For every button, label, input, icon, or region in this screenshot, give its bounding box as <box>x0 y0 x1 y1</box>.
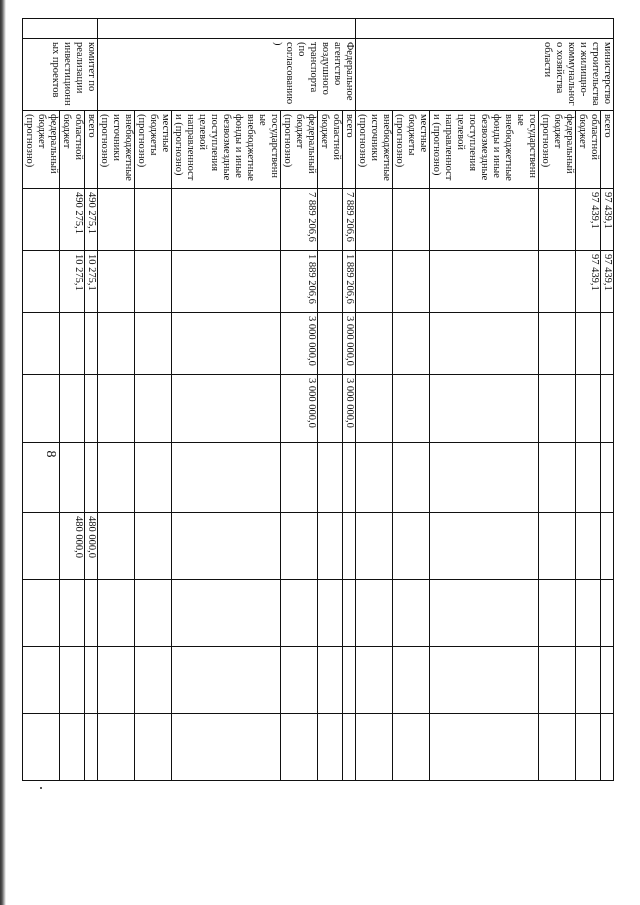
empty-cell <box>601 714 614 781</box>
amount-cell: 97 439,1 <box>576 251 601 313</box>
empty-cell <box>23 714 60 781</box>
amount-cell <box>85 443 98 513</box>
amount-cell <box>356 189 393 251</box>
amount-cell: 97 439,1 <box>576 189 601 251</box>
table-row <box>60 19 85 905</box>
amount-cell <box>343 513 356 580</box>
amount-cell <box>430 647 539 714</box>
empty-cell <box>60 714 85 781</box>
amount-cell <box>393 580 430 647</box>
amount-cell <box>576 443 601 513</box>
empty-cell <box>135 714 172 781</box>
table-row <box>318 19 343 905</box>
funding-source-cell: государственные внебюджетные фонды и иные безвозмездные поступления целевой направленности (прогнозно) <box>430 111 539 189</box>
funding-source-cell: внебюджетные источники (прогнозно) <box>356 111 393 189</box>
amount-cell: 3 000 000,0 <box>343 375 356 443</box>
amount-cell <box>172 647 281 714</box>
amount-cell: 3 000 000,0 <box>281 313 318 375</box>
empty-cell <box>343 714 356 781</box>
empty-cell <box>281 714 318 781</box>
table-row <box>393 19 430 905</box>
amount-cell <box>135 647 172 714</box>
amount-cell <box>135 251 172 313</box>
table-row <box>98 19 135 905</box>
amount-cell: 7 889 206,6 <box>343 189 356 251</box>
amount-cell <box>343 443 356 513</box>
funding-source-cell: всего <box>601 111 614 189</box>
funding-source-cell: федеральный бюджет (прогнозно) <box>281 111 318 189</box>
amount-cell <box>318 251 343 313</box>
amount-cell <box>356 375 393 443</box>
amount-cell <box>601 513 614 580</box>
empty-cell <box>318 714 343 781</box>
amount-cell <box>98 513 135 580</box>
amount-cell <box>539 647 576 714</box>
amount-cell <box>430 513 539 580</box>
executor-cell: Федеральное агентство воздушного транспорта (по согласованию) <box>98 39 356 111</box>
funding-source-cell: федеральный бюджет (прогнозно) <box>23 111 60 189</box>
amount-cell <box>281 647 318 714</box>
amount-cell <box>135 189 172 251</box>
amount-cell <box>356 513 393 580</box>
funding-source-cell: государственные внебюджетные фонды и иные безвозмездные поступления целевой направленности (прогнозно) <box>172 111 281 189</box>
table-row <box>539 19 576 905</box>
page-number: 8 <box>43 450 58 458</box>
funding-source-cell: всего <box>85 111 98 189</box>
amount-cell <box>539 375 576 443</box>
empty-cell <box>430 714 539 781</box>
amount-cell <box>135 443 172 513</box>
amount-cell: 1 889 206,6 <box>343 251 356 313</box>
amount-cell <box>23 443 60 513</box>
amount-cell <box>601 375 614 443</box>
amount-cell <box>172 513 281 580</box>
amount-cell <box>135 375 172 443</box>
amount-cell <box>172 443 281 513</box>
amount-cell: 480 000,0 <box>85 513 98 580</box>
funding-source-cell: внебюджетные источники (прогнозно) <box>98 111 135 189</box>
amount-cell <box>281 443 318 513</box>
amount-cell <box>23 580 60 647</box>
amount-cell <box>172 375 281 443</box>
amount-cell <box>343 580 356 647</box>
amount-cell <box>356 313 393 375</box>
amount-cell <box>318 375 343 443</box>
amount-cell <box>23 313 60 375</box>
table-row <box>281 19 318 905</box>
funding-source-cell: местные бюджеты (прогнозно) <box>393 111 430 189</box>
amount-cell <box>23 647 60 714</box>
amount-cell <box>393 513 430 580</box>
table-row <box>23 19 60 905</box>
amount-cell <box>172 251 281 313</box>
amount-cell <box>318 647 343 714</box>
amount-cell <box>60 580 85 647</box>
amount-cell <box>356 443 393 513</box>
table-row <box>576 19 601 905</box>
amount-cell <box>343 647 356 714</box>
amount-cell <box>576 513 601 580</box>
funding-source-cell: местные бюджеты (прогнозно) <box>135 111 172 189</box>
amount-cell <box>393 443 430 513</box>
amount-cell <box>539 580 576 647</box>
amount-cell <box>135 513 172 580</box>
amount-cell <box>430 375 539 443</box>
amount-cell: 3 000 000,0 <box>281 375 318 443</box>
amount-cell <box>393 375 430 443</box>
amount-cell: 10 275,1 <box>60 251 85 313</box>
amount-cell <box>393 313 430 375</box>
amount-cell <box>98 647 135 714</box>
table-row <box>85 19 98 905</box>
empty-cell <box>172 714 281 781</box>
blank-cell <box>23 19 98 39</box>
amount-cell <box>318 189 343 251</box>
amount-cell <box>23 251 60 313</box>
amount-cell <box>60 443 85 513</box>
amount-cell <box>576 580 601 647</box>
amount-cell <box>430 251 539 313</box>
amount-cell: 3 000 000,0 <box>343 313 356 375</box>
table-row <box>356 19 393 905</box>
amount-cell <box>98 375 135 443</box>
amount-cell: 490 275,1 <box>60 189 85 251</box>
empty-cell <box>393 714 430 781</box>
amount-cell <box>281 580 318 647</box>
amount-cell <box>393 251 430 313</box>
amount-cell <box>539 513 576 580</box>
executor-cell: министерство строительства и жилищно-коммунального хозяйства области <box>356 39 614 111</box>
amount-cell: 10 275,1 <box>85 251 98 313</box>
amount-cell: 480 000,0 <box>60 513 85 580</box>
empty-cell <box>85 714 98 781</box>
table-row <box>430 19 539 905</box>
amount-cell <box>172 580 281 647</box>
amount-cell <box>576 647 601 714</box>
amount-cell <box>539 251 576 313</box>
table-row <box>172 19 281 905</box>
amount-cell <box>601 443 614 513</box>
amount-cell <box>539 313 576 375</box>
amount-cell: 7 889 206,6 <box>281 189 318 251</box>
amount-cell <box>85 313 98 375</box>
amount-cell <box>601 580 614 647</box>
amount-cell <box>23 513 60 580</box>
amount-cell <box>98 443 135 513</box>
amount-cell <box>356 251 393 313</box>
empty-cell <box>98 714 135 781</box>
budget-table <box>22 18 614 905</box>
amount-cell <box>135 313 172 375</box>
amount-cell <box>281 513 318 580</box>
amount-cell <box>601 647 614 714</box>
amount-cell <box>601 313 614 375</box>
scan-edge <box>0 0 6 905</box>
amount-cell: 97 439,1 <box>601 251 614 313</box>
amount-cell <box>60 375 85 443</box>
amount-cell <box>98 313 135 375</box>
amount-cell <box>318 443 343 513</box>
amount-cell <box>60 313 85 375</box>
table-viewport <box>24 18 614 904</box>
amount-cell <box>393 189 430 251</box>
amount-cell <box>172 189 281 251</box>
amount-cell <box>430 189 539 251</box>
blank-cell <box>98 19 356 39</box>
blank-cell <box>356 19 614 39</box>
funding-source-cell: областной бюджет <box>576 111 601 189</box>
amount-cell <box>356 647 393 714</box>
executor-cell: комитет по реализации инвестиционных проектов <box>23 39 98 111</box>
amount-cell <box>98 251 135 313</box>
funding-source-cell: всего <box>343 111 356 189</box>
amount-cell: 97 439,1 <box>601 189 614 251</box>
amount-cell: 1 889 206,6 <box>281 251 318 313</box>
amount-cell <box>318 513 343 580</box>
amount-cell <box>85 647 98 714</box>
amount-cell <box>135 580 172 647</box>
amount-cell <box>393 647 430 714</box>
amount-cell <box>85 580 98 647</box>
amount-cell <box>318 580 343 647</box>
table-row <box>601 19 614 905</box>
amount-cell <box>23 189 60 251</box>
table-row <box>343 19 356 905</box>
amount-cell: 490 275,1 <box>85 189 98 251</box>
amount-cell <box>98 580 135 647</box>
empty-cell <box>539 714 576 781</box>
table-row <box>135 19 172 905</box>
amount-cell <box>430 443 539 513</box>
amount-cell <box>539 443 576 513</box>
funding-source-cell: областной бюджет <box>60 111 85 189</box>
amount-cell <box>172 313 281 375</box>
funding-source-cell: областной бюджет <box>318 111 343 189</box>
rotated-table-container <box>24 18 614 904</box>
amount-cell <box>430 580 539 647</box>
amount-cell <box>576 375 601 443</box>
amount-cell <box>318 313 343 375</box>
amount-cell <box>576 313 601 375</box>
empty-cell <box>576 714 601 781</box>
amount-cell <box>60 647 85 714</box>
funding-source-cell: федеральный бюджет (прогнозно) <box>539 111 576 189</box>
amount-cell <box>430 313 539 375</box>
amount-cell <box>98 189 135 251</box>
amount-cell <box>23 375 60 443</box>
amount-cell <box>85 375 98 443</box>
amount-cell <box>356 580 393 647</box>
amount-cell <box>539 189 576 251</box>
empty-cell <box>356 714 393 781</box>
